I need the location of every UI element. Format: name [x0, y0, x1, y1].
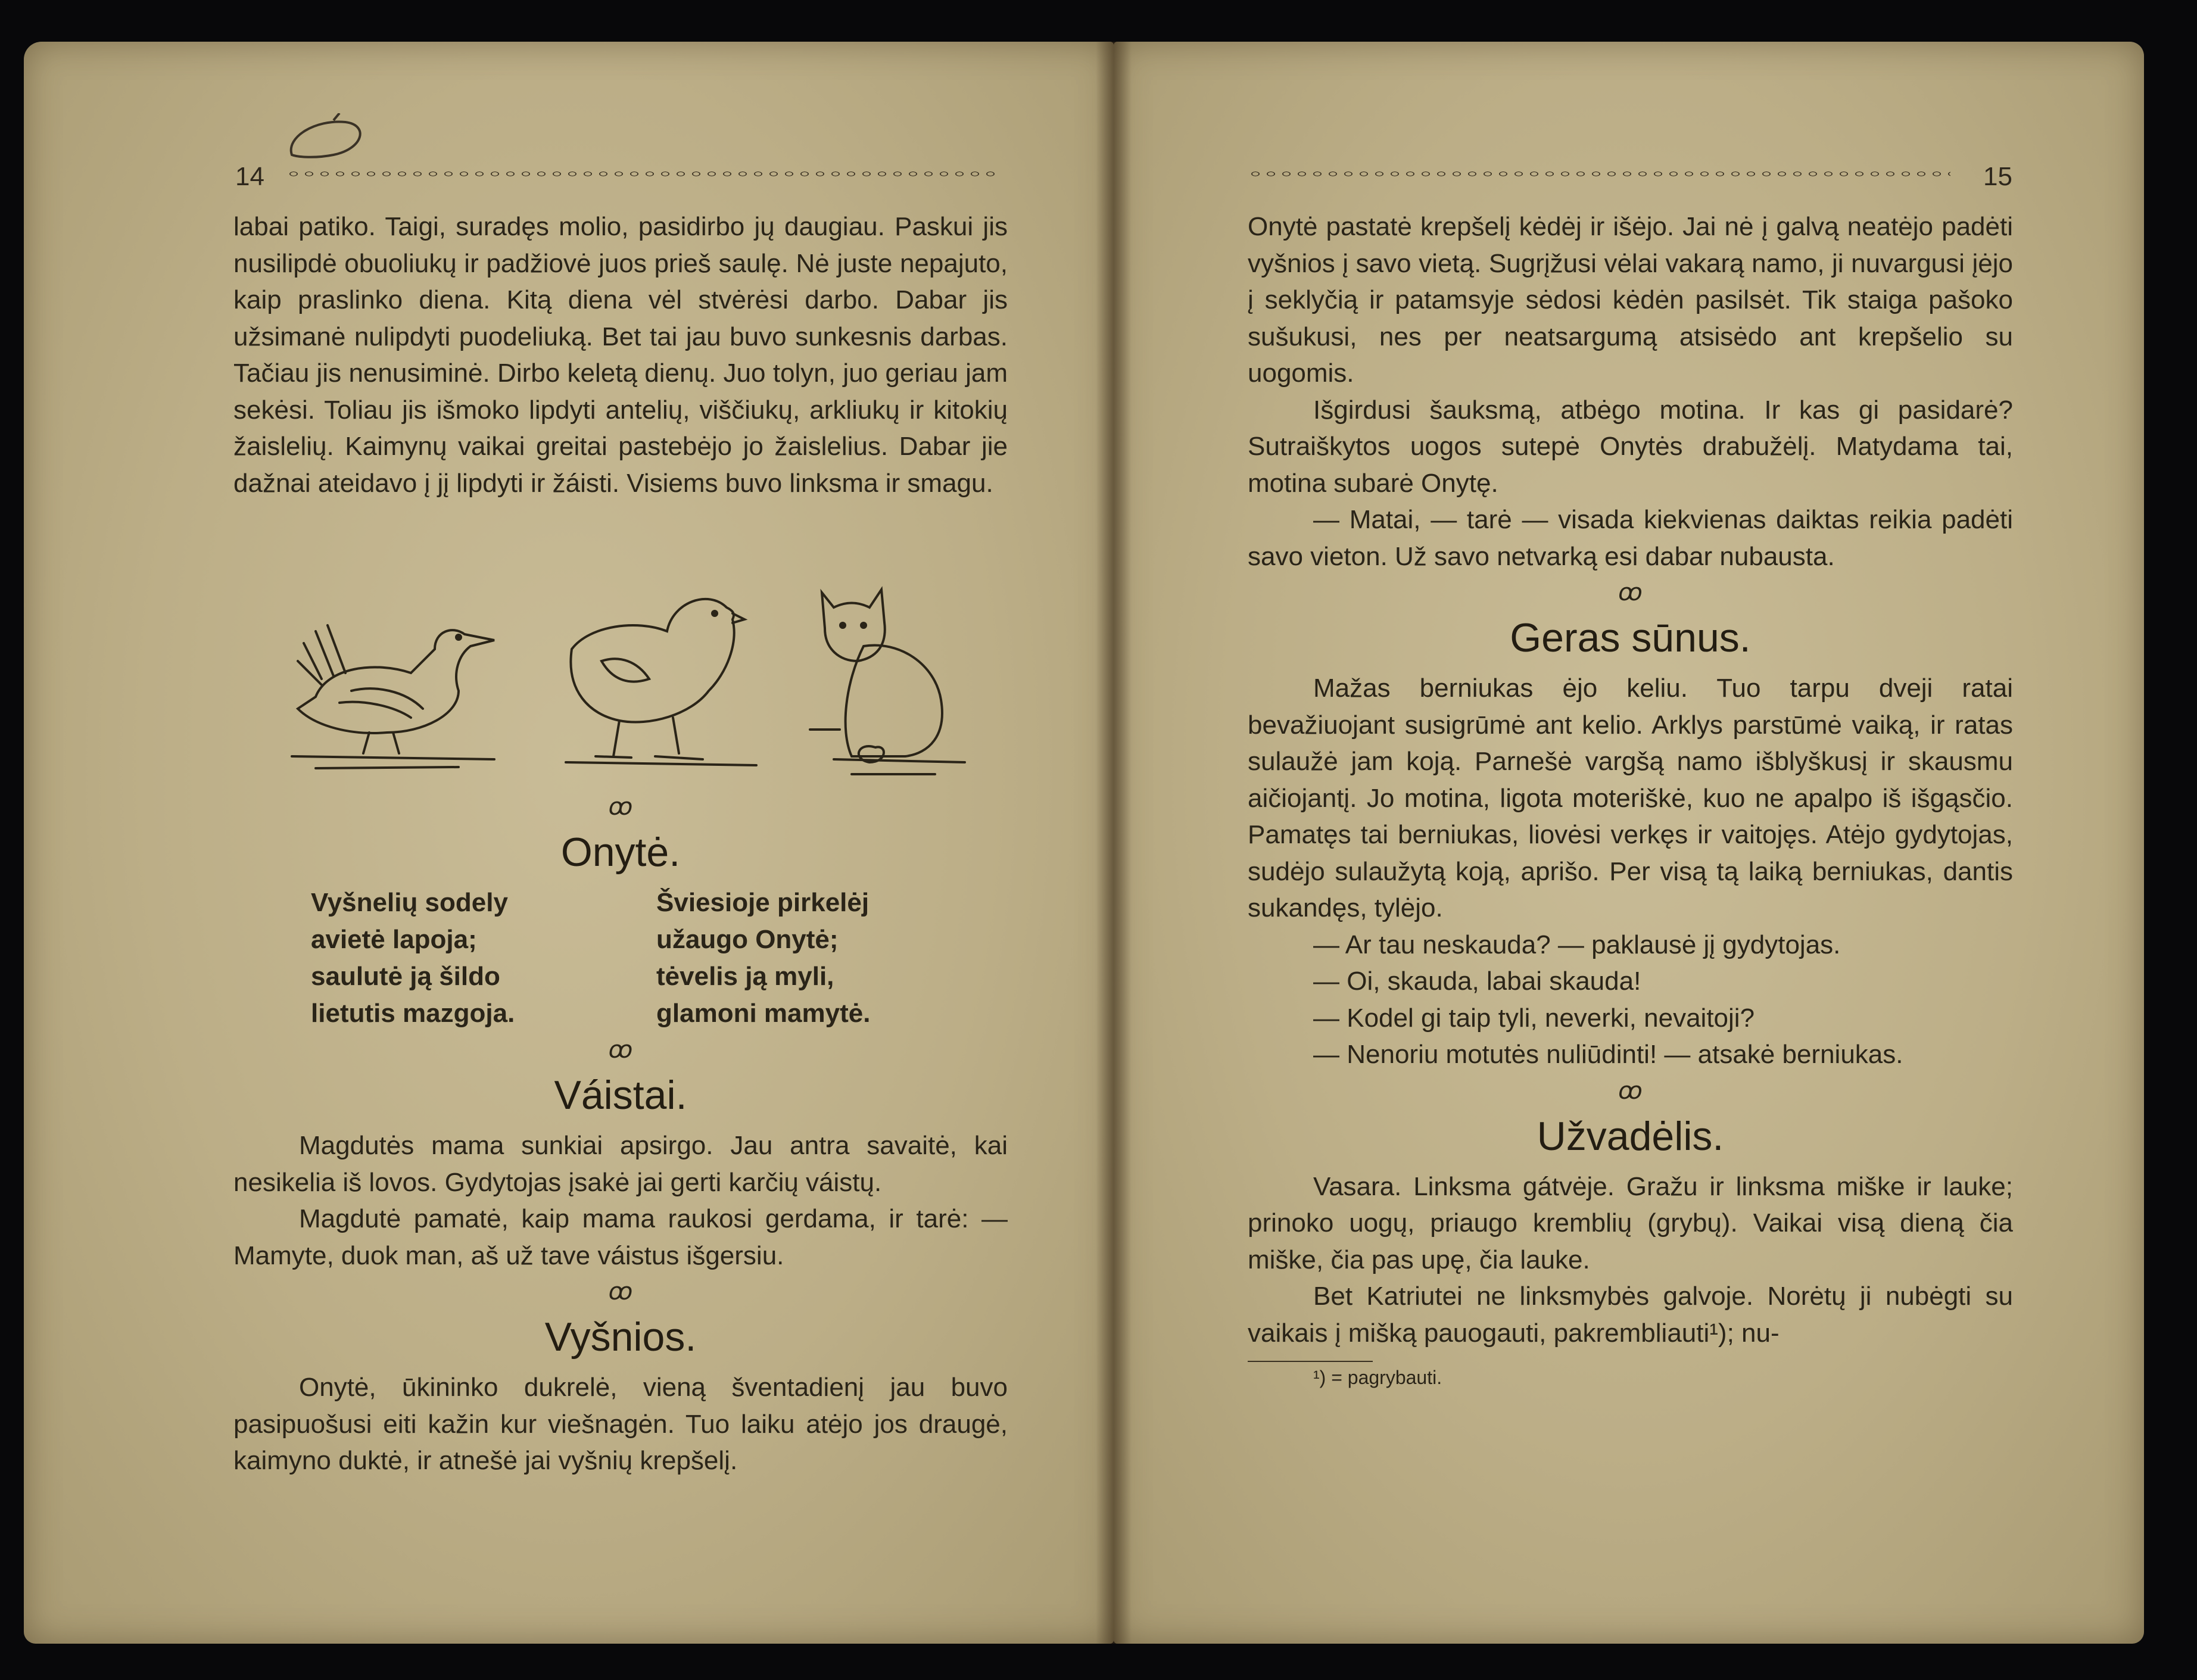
section-mark: ꝏ [608, 1037, 633, 1063]
paragraph: Vasara. Linksma gátvėje. Gražu ir linksma miške ir lauke; prinoko uogų, priaugo kremblių (grybų). Vaikai visą dieną čia miške, čia pas upę, čia lauke. [1248, 1171, 2013, 1274]
poem-line: Šviesioje pirkelėj [656, 888, 870, 917]
dialogue-line: — Ar tau neskauda? — paklausė jį gydytojas. [1313, 930, 1841, 959]
paragraph: Magdutės mama sunkiai apsirgo. Jau antra savaitė, kai nesikelia iš lovos. Gydytojas įsakė jai gerti karčių váistų. [233, 1131, 1008, 1197]
dialogue-line: — Nenoriu motutės nuliūdinti! — atsakė berniukas. [1313, 1040, 1903, 1069]
section-mark: ꝏ [1618, 1077, 1643, 1104]
poem-column-right [656, 884, 1002, 1032]
dialogue-line: — Kodel gi taip tyli, neverki, nevaitoji? [1313, 1003, 1755, 1033]
left-page-number: 14 [235, 162, 264, 191]
paragraph: Mažas berniukas ėjo keliu. Tuo tarpu dveji ratai bevažiuojant susigrūmė ant kelio. Arklys parstūmė vaiką, ir ratas sulaužė jam koją. Parnešė vargšą namo išblyškusį ir skausmu aičiojantį. Jo motina, ligota moteriškė, kuo ne apalpo iš išgąsčio. Pamatęs tai berniukas, liovėsi verkęs ir vaitojęs. Atėjo gydytojas, sudėjo sulaužytą koją, aprišo. Per visą tą laiką berniukas, dantis sukandęs, tylėjo. [1248, 674, 2013, 922]
poem-column-left [311, 884, 656, 1032]
right-text [1248, 208, 2013, 1389]
paragraph: Onytė, ūkininko dukrelė, vieną šventadienį jau buvo pasipuošusi eiti kažin kur viešnagėn. Tuo laiku atėjo jos draugė, kaimyno duktė, ir atnešė jai vyšnių krepšelį. [233, 1373, 1008, 1475]
section-mark: ꝏ [608, 1279, 633, 1305]
poem-line: Vyšnelių sodely [311, 888, 508, 917]
dialogue-line: — Oi, skauda, labai skauda! [1313, 967, 1641, 996]
poem [311, 884, 1008, 1032]
cat-illustration [798, 581, 977, 783]
chick-illustration [554, 584, 768, 780]
section-title-vysnios: Vyšnios. [544, 1314, 697, 1360]
book-gutter [1096, 42, 1132, 1644]
left-header-ornament [286, 170, 1001, 177]
left-sections [233, 789, 1008, 1479]
right-page-number: 15 [1983, 162, 2012, 191]
section-title-onyte: Onytė. [560, 830, 681, 875]
footnote: ¹) = pagrybauti. [1313, 1367, 1442, 1388]
paragraph: Onytė pastatė krepšelį kėdėj ir išėjo. Jai nė į galvą neatėjo padėti vyšnios į savo vietą. Sugrįžusi vėlai vakarą namo, ji nuvargusi įėjo į seklyčią ir patamsyje sėdosi kėdėn pasilsėt. Tik staiga pašoko sušukusi, nes per neatsargumą atsisėdo ant krepšelio su uogomis. [1248, 212, 2013, 388]
duck-illustration [280, 590, 506, 780]
section-title-geras-sunus: Geras sūnus. [1510, 615, 1751, 660]
paragraph: Magdutė pamatė, kaip mama raukosi gerdama, ir tarė: — Mamyte, duok man, aš už tave váistus išgersiu. [233, 1204, 1008, 1270]
section-title-uzvadelis: Užvadėlis. [1537, 1113, 1724, 1159]
section-mark: ꝏ [1618, 579, 1643, 606]
section-title-vaistai: Váistai. [554, 1073, 687, 1118]
section-mark: ꝏ [608, 794, 633, 820]
paragraph: labai patiko. Taigi, suradęs molio, pasidirbo jų daugiau. Paskui jis nusilipdė obuoliukų ir padžiovė juos prieš saulę. Nė juste nepajuto, kaip praslinko diena. Kitą diena vėl stvėrėsi darbo. Dabar jis užsimanė nulipdyti puodeliuką. Bet tai jau buvo sunkesnis darbas. Tačiau jis nenusiminė. Dirbo keletą dienų. Juo tolyn, juo geriau jam sekėsi. Toliau jis išmoko lipdyti antelių, viščiukų, arkliukų ir kitokių žaislelių. Kaimynų vaikai greitai pastebėjo jo žaislelius. Dabar jie dažnai ateidavo į jį lipdyti ir žáisti. Visiems buvo linksma ir smagu. [233, 212, 1008, 498]
poem-line: avietė lapoja; [311, 925, 477, 954]
paragraph: Išgirdusi šauksmą, atbėgo motina. Ir kas gi pasidarė? Sutraiškytos uogos sutepė Onytės drabužėlį. Matydama tai, motina subarė Onytę. [1248, 395, 2013, 498]
poem-line: užaugo Onytė; [656, 925, 839, 954]
paragraph: Bet Katriutei ne linksmybės galvoje. Norėtų ji nubėgti su vaikais į mišką pauogauti, pakrembliauti¹); nu- [1248, 1282, 2013, 1348]
footnote-rule [1248, 1361, 1373, 1362]
left-opening-text [233, 208, 1008, 501]
poem-line: tėvelis ją myli, [656, 962, 834, 991]
poem-line: glamoni mamytė. [656, 999, 871, 1028]
poem-line: saulutė ją šildo [311, 962, 500, 991]
poem-line: lietutis mazgoja. [311, 999, 515, 1028]
right-header-ornament [1248, 170, 1950, 177]
paragraph: — Matai, — tarė — visada kiekvienas daiktas reikia padėti savo vieton. Už savo netvarką esi dabar nubausta. [1248, 505, 2013, 571]
pencil-scribble [280, 113, 375, 167]
